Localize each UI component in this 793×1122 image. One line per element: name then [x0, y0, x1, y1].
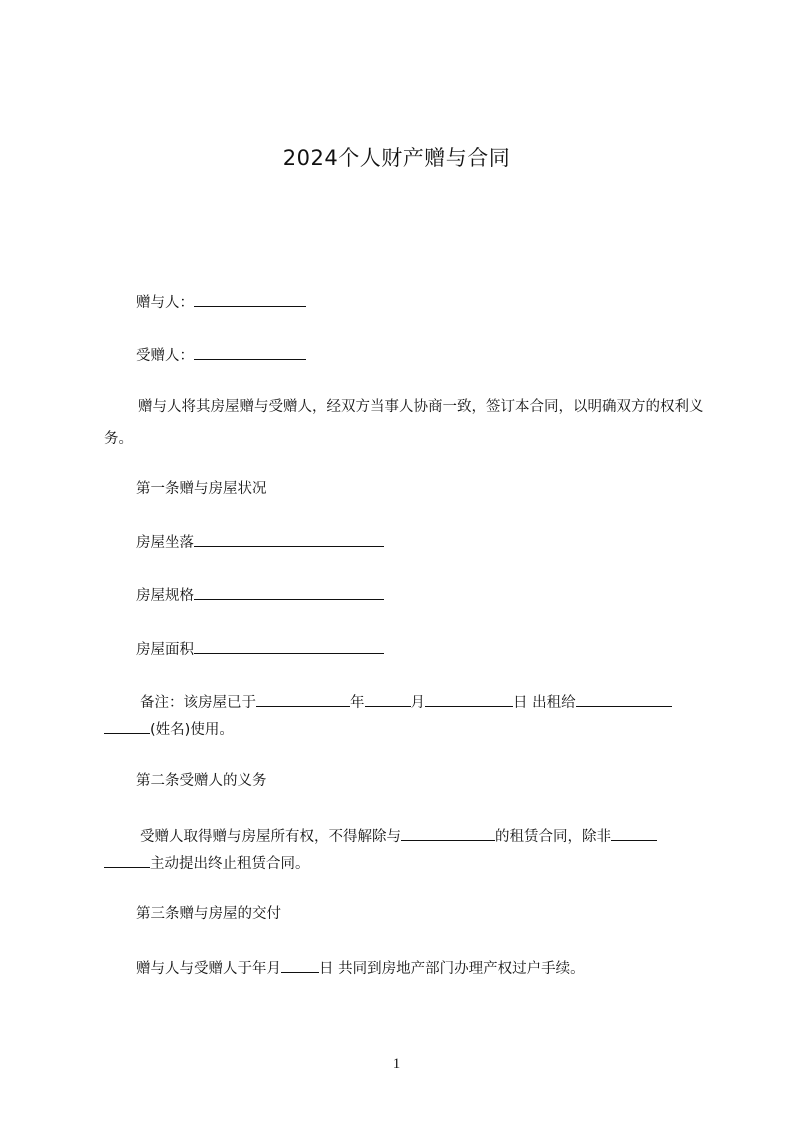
article2-party-blank-cont [104, 853, 150, 868]
donee-label: 受赠人： [136, 348, 194, 364]
article3-heading: 第三条赠与房屋的交付 [136, 906, 281, 922]
note-suffix: (姓名)使用。 [150, 722, 234, 738]
intro-paragraph [104, 391, 704, 455]
article2-text-1: 受赠人取得赠与房屋所有权，不得解除与 [140, 829, 401, 845]
donee-blank [194, 345, 306, 360]
house-spec-line [136, 585, 384, 605]
note-month-blank [365, 692, 411, 707]
note-line-2 [104, 719, 234, 739]
note-date-blank [256, 692, 350, 707]
article3-text-2: 日 共同到房地产部门办理产权过户手续。 [319, 961, 585, 977]
article2-heading: 第二条受赠人的义务 [136, 773, 267, 789]
house-area-label: 房屋面积 [136, 642, 194, 658]
house-spec-label: 房屋规格 [136, 588, 194, 604]
note-tenant-blank [576, 692, 672, 707]
donor-blank [194, 292, 306, 307]
article2-text-3: 主动提出终止租赁合同。 [150, 856, 310, 872]
house-location-blank [194, 532, 384, 547]
house-spec-blank [194, 585, 384, 600]
note-day-blank [425, 692, 513, 707]
donee-line [136, 345, 306, 365]
article2-line-2 [104, 853, 310, 873]
house-area-line [136, 639, 384, 659]
article2-text-2: 的租赁合同，除非 [495, 829, 611, 845]
house-location-line [136, 532, 384, 552]
note-day: 日 出租给 [513, 695, 576, 711]
article3-line [136, 958, 585, 978]
note-year: 年 [350, 695, 365, 711]
house-area-blank [194, 639, 384, 654]
article2-tenant-blank [401, 826, 495, 841]
note-prefix: 备注：该房屋已于 [140, 695, 256, 711]
article1-heading: 第一条赠与房屋状况 [136, 481, 267, 497]
note-tenant-blank-cont [104, 719, 150, 734]
donor-line [136, 292, 306, 312]
article3-day-blank [281, 958, 319, 973]
page-number: 1 [392, 1056, 401, 1072]
article2-line-1 [140, 826, 657, 846]
house-location-label: 房屋坐落 [136, 535, 194, 551]
article2-party-blank [611, 826, 657, 841]
intro-text: 赠与人将其房屋赠与受赠人，经双方当事人协商一致，签订本合同，以明确双方的权利义务。 [104, 399, 704, 447]
article3-text-1: 赠与人与受赠人于年月 [136, 961, 281, 977]
note-month: 月 [410, 695, 425, 711]
document-title: 2024个人财产赠与合同 [282, 146, 511, 170]
note-line-1 [140, 692, 672, 712]
donor-label: 赠与人： [136, 295, 194, 311]
